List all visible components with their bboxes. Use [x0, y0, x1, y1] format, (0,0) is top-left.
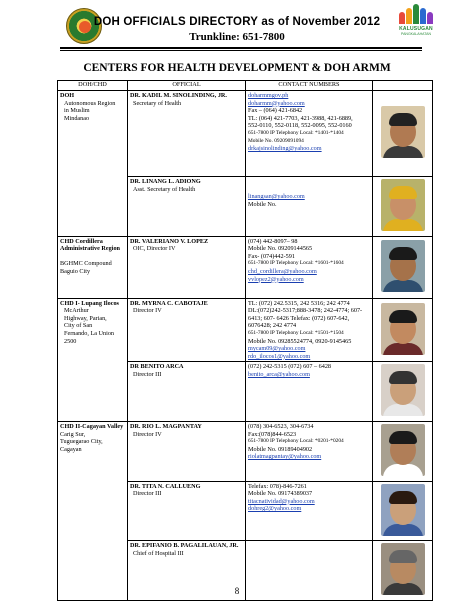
contact-line: 651-7800 IP Telephony Local: *1401-*1404 — [248, 129, 344, 136]
photo-official-7 — [381, 484, 425, 536]
official-title: Director IV — [133, 307, 162, 315]
official-cell — [128, 481, 246, 541]
office-name: CHD Cordillera Administrative Region — [60, 237, 120, 253]
contact-line: 552-0110, 552-0118, 552-0095, 552-0160 — [248, 122, 352, 130]
office-address-line: Cagayan — [60, 445, 82, 453]
contact-line: 6076428; 242 4774 — [248, 322, 297, 330]
office-address-line: Baguio City — [60, 267, 91, 275]
official-name: DR. EPIFANIO B. PAGALILAUAN, JR. — [130, 542, 239, 550]
official-name: DR. RIO L. MAGPANTAY — [130, 422, 202, 430]
official-name: DR. LINANG L. ADIONG — [130, 178, 201, 185]
contact-line: Fax – (064) 421-6842 — [248, 107, 303, 115]
email-link[interactable]: doharmmgov.ph — [248, 92, 289, 99]
email-link[interactable]: titacnatividad@yahoo.com — [248, 497, 315, 505]
official-name: DR. KADIL M. SINOLINDING, JR. — [130, 92, 227, 99]
page-number: 8 — [234, 586, 240, 596]
contact-line: 651-7800 IP Telephony Local: *1501-*1504 — [248, 329, 344, 336]
email-link[interactable]: benito_arca@yahoo.com — [248, 370, 310, 378]
photo-official-6 — [381, 424, 425, 476]
contact-line: DL:(072)242-5317;888-3478; 242-4774; 607- — [248, 307, 363, 315]
office-cell — [58, 298, 128, 421]
email-link[interactable]: linangsan@yahoo.com — [248, 193, 305, 201]
office-cell — [58, 421, 128, 600]
photo-cell — [373, 481, 433, 541]
email-link[interactable]: riolatmagpantay@yahoo.com — [248, 453, 322, 461]
photo-official-4 — [381, 303, 425, 355]
email-link[interactable]: mycam09@yahoo.com — [248, 345, 306, 353]
section-title: CENTERS FOR HEALTH DEVELOPMENT & DOH ARMM — [83, 62, 391, 74]
office-address-line: 2500 — [64, 337, 77, 345]
contact-line: Mobile No. 09209144565 — [248, 245, 313, 253]
official-cell — [128, 177, 246, 237]
contact-line: Fax:(078)844-6523 — [248, 430, 297, 438]
column-header: DOH/CHD — [58, 81, 128, 91]
contact-line: Mobile No. 09189404902 — [248, 445, 313, 453]
official-title: OIC, Director IV — [133, 245, 176, 253]
contact-line: Mobile No. — [248, 200, 277, 208]
contact-cell — [246, 481, 373, 541]
header-divider — [60, 47, 422, 49]
table-row — [58, 236, 433, 298]
official-title: Chief of Hospital III — [133, 549, 184, 557]
contact-line: 6413; 607- 6426 Telefax: (072) 607-642, — [248, 314, 350, 322]
office-cell — [58, 236, 128, 298]
photo-cell — [373, 298, 433, 362]
contact-cell — [246, 91, 373, 177]
photo-cell — [373, 421, 433, 481]
directory-table — [57, 80, 433, 601]
office-address-line: BGHMC Compound — [60, 260, 112, 268]
trunkline-text: Trunkline: 651-7800 — [189, 31, 285, 43]
page-header — [0, 0, 474, 56]
official-cell — [128, 91, 246, 177]
contact-line: (078) 304-6523, 304-6734 — [248, 422, 314, 430]
photo-cell — [373, 236, 433, 298]
photo-cell — [373, 362, 433, 422]
official-title: Director IV — [133, 430, 162, 438]
column-header: CONTACT NUMBERS — [246, 81, 373, 91]
contact-line: Mobile No. 09285524774, 0920-9145465 — [248, 337, 352, 345]
office-name: CHD II-Cagayan Valley — [60, 422, 124, 430]
office-address-line: in Muslim — [64, 107, 90, 115]
office-address-line: Autonomous Region — [64, 99, 116, 107]
contact-line: Fax- (074)442-591 — [248, 252, 295, 260]
contact-line: 651-7800 IP Telephony Local: *1601-*1604 — [248, 260, 344, 267]
contact-line: (074) 442-8097– 98 — [248, 237, 298, 245]
office-address-line: City of San — [64, 322, 93, 330]
official-title: Director III — [133, 490, 162, 498]
contact-line: Mobile No. 09174389037 — [248, 490, 313, 498]
photo-cell — [373, 91, 433, 177]
people-icon — [396, 4, 436, 24]
office-address-line: Highway, Parian, — [64, 314, 107, 322]
email-link[interactable]: vvlopez2@yahoo.com — [248, 275, 304, 283]
table-row — [58, 298, 433, 362]
header-divider-thin — [60, 50, 422, 51]
table-header-row — [58, 81, 433, 91]
table-row — [58, 91, 433, 177]
office-address-line: Tuguegarao City, — [60, 438, 103, 446]
contact-line: (072) 242-5315 (072) 607 – 6428 — [248, 363, 332, 371]
office-address-line: Fernando, La Union — [64, 329, 115, 337]
email-link[interactable]: doharmm@yahoo.com — [248, 99, 305, 107]
official-title: Secretary of Health — [133, 99, 182, 107]
contact-line: Telefax: 078)-846-7261 — [248, 482, 307, 490]
office-address-line: Carig Sur, — [60, 430, 86, 438]
contact-line: TL: (072) 242.5315, 242 5316; 242 4774 — [248, 299, 350, 307]
photo-official-2 — [381, 179, 425, 231]
official-name: DR. TITA N. CALLUENG — [130, 482, 201, 490]
photo-official-5 — [381, 364, 425, 416]
contact-line: 651-7800 IP Telephony Local: *0201-*0204 — [248, 438, 344, 445]
contact-line: TL: (064) 421-7703, 421-3988, 421-6889, — [248, 114, 353, 122]
official-cell — [128, 236, 246, 298]
official-name: DR BENITO ARCA — [130, 363, 184, 371]
office-cell — [58, 91, 128, 237]
email-link[interactable]: rdo_ilocos1@yahoo.com — [248, 352, 311, 360]
office-name: CHD I- Lupang Ilocos — [60, 299, 119, 307]
office-address-line: McArthur — [64, 307, 89, 315]
official-name: DR. VALERIANO V. LOPEZ — [130, 237, 209, 245]
official-cell — [128, 298, 246, 362]
email-link[interactable]: chd_cordillera@yahoo.com — [248, 267, 317, 275]
contact-line: Mobile No. 09209091094 — [248, 137, 304, 144]
contact-cell — [246, 362, 373, 422]
photo-cell — [373, 177, 433, 237]
official-name: DR. MYRNA C. CABOTAJE — [130, 299, 208, 307]
directory-title: DOH OFFICIALS DIRECTORY as of November 2012 — [93, 16, 381, 28]
contact-cell — [246, 236, 373, 298]
column-header: OFFICIAL — [128, 81, 246, 91]
contact-cell — [246, 298, 373, 362]
photo-official-3 — [381, 240, 425, 292]
table-row — [58, 421, 433, 481]
official-cell — [128, 421, 246, 481]
official-title: Director III — [133, 370, 162, 378]
contact-cell — [246, 421, 373, 481]
contact-cell — [246, 177, 373, 237]
photo-official-1 — [381, 106, 425, 158]
email-link[interactable]: drkajsinolinding@yahoo.com — [248, 145, 322, 153]
office-address-line: Mindanao — [64, 114, 90, 122]
kalusugan-logo — [396, 4, 436, 48]
kalusugan-logo-text: KALUSUGAN — [399, 26, 433, 32]
office-name: DOH — [60, 92, 75, 99]
email-link[interactable]: dohreg2@yahoo.com — [248, 505, 302, 513]
official-cell — [128, 362, 246, 422]
column-header-photo — [373, 81, 433, 91]
official-title: Asst. Secretary of Health — [133, 185, 196, 193]
kalusugan-logo-subtext: PANGKALAHATAN — [401, 32, 431, 36]
